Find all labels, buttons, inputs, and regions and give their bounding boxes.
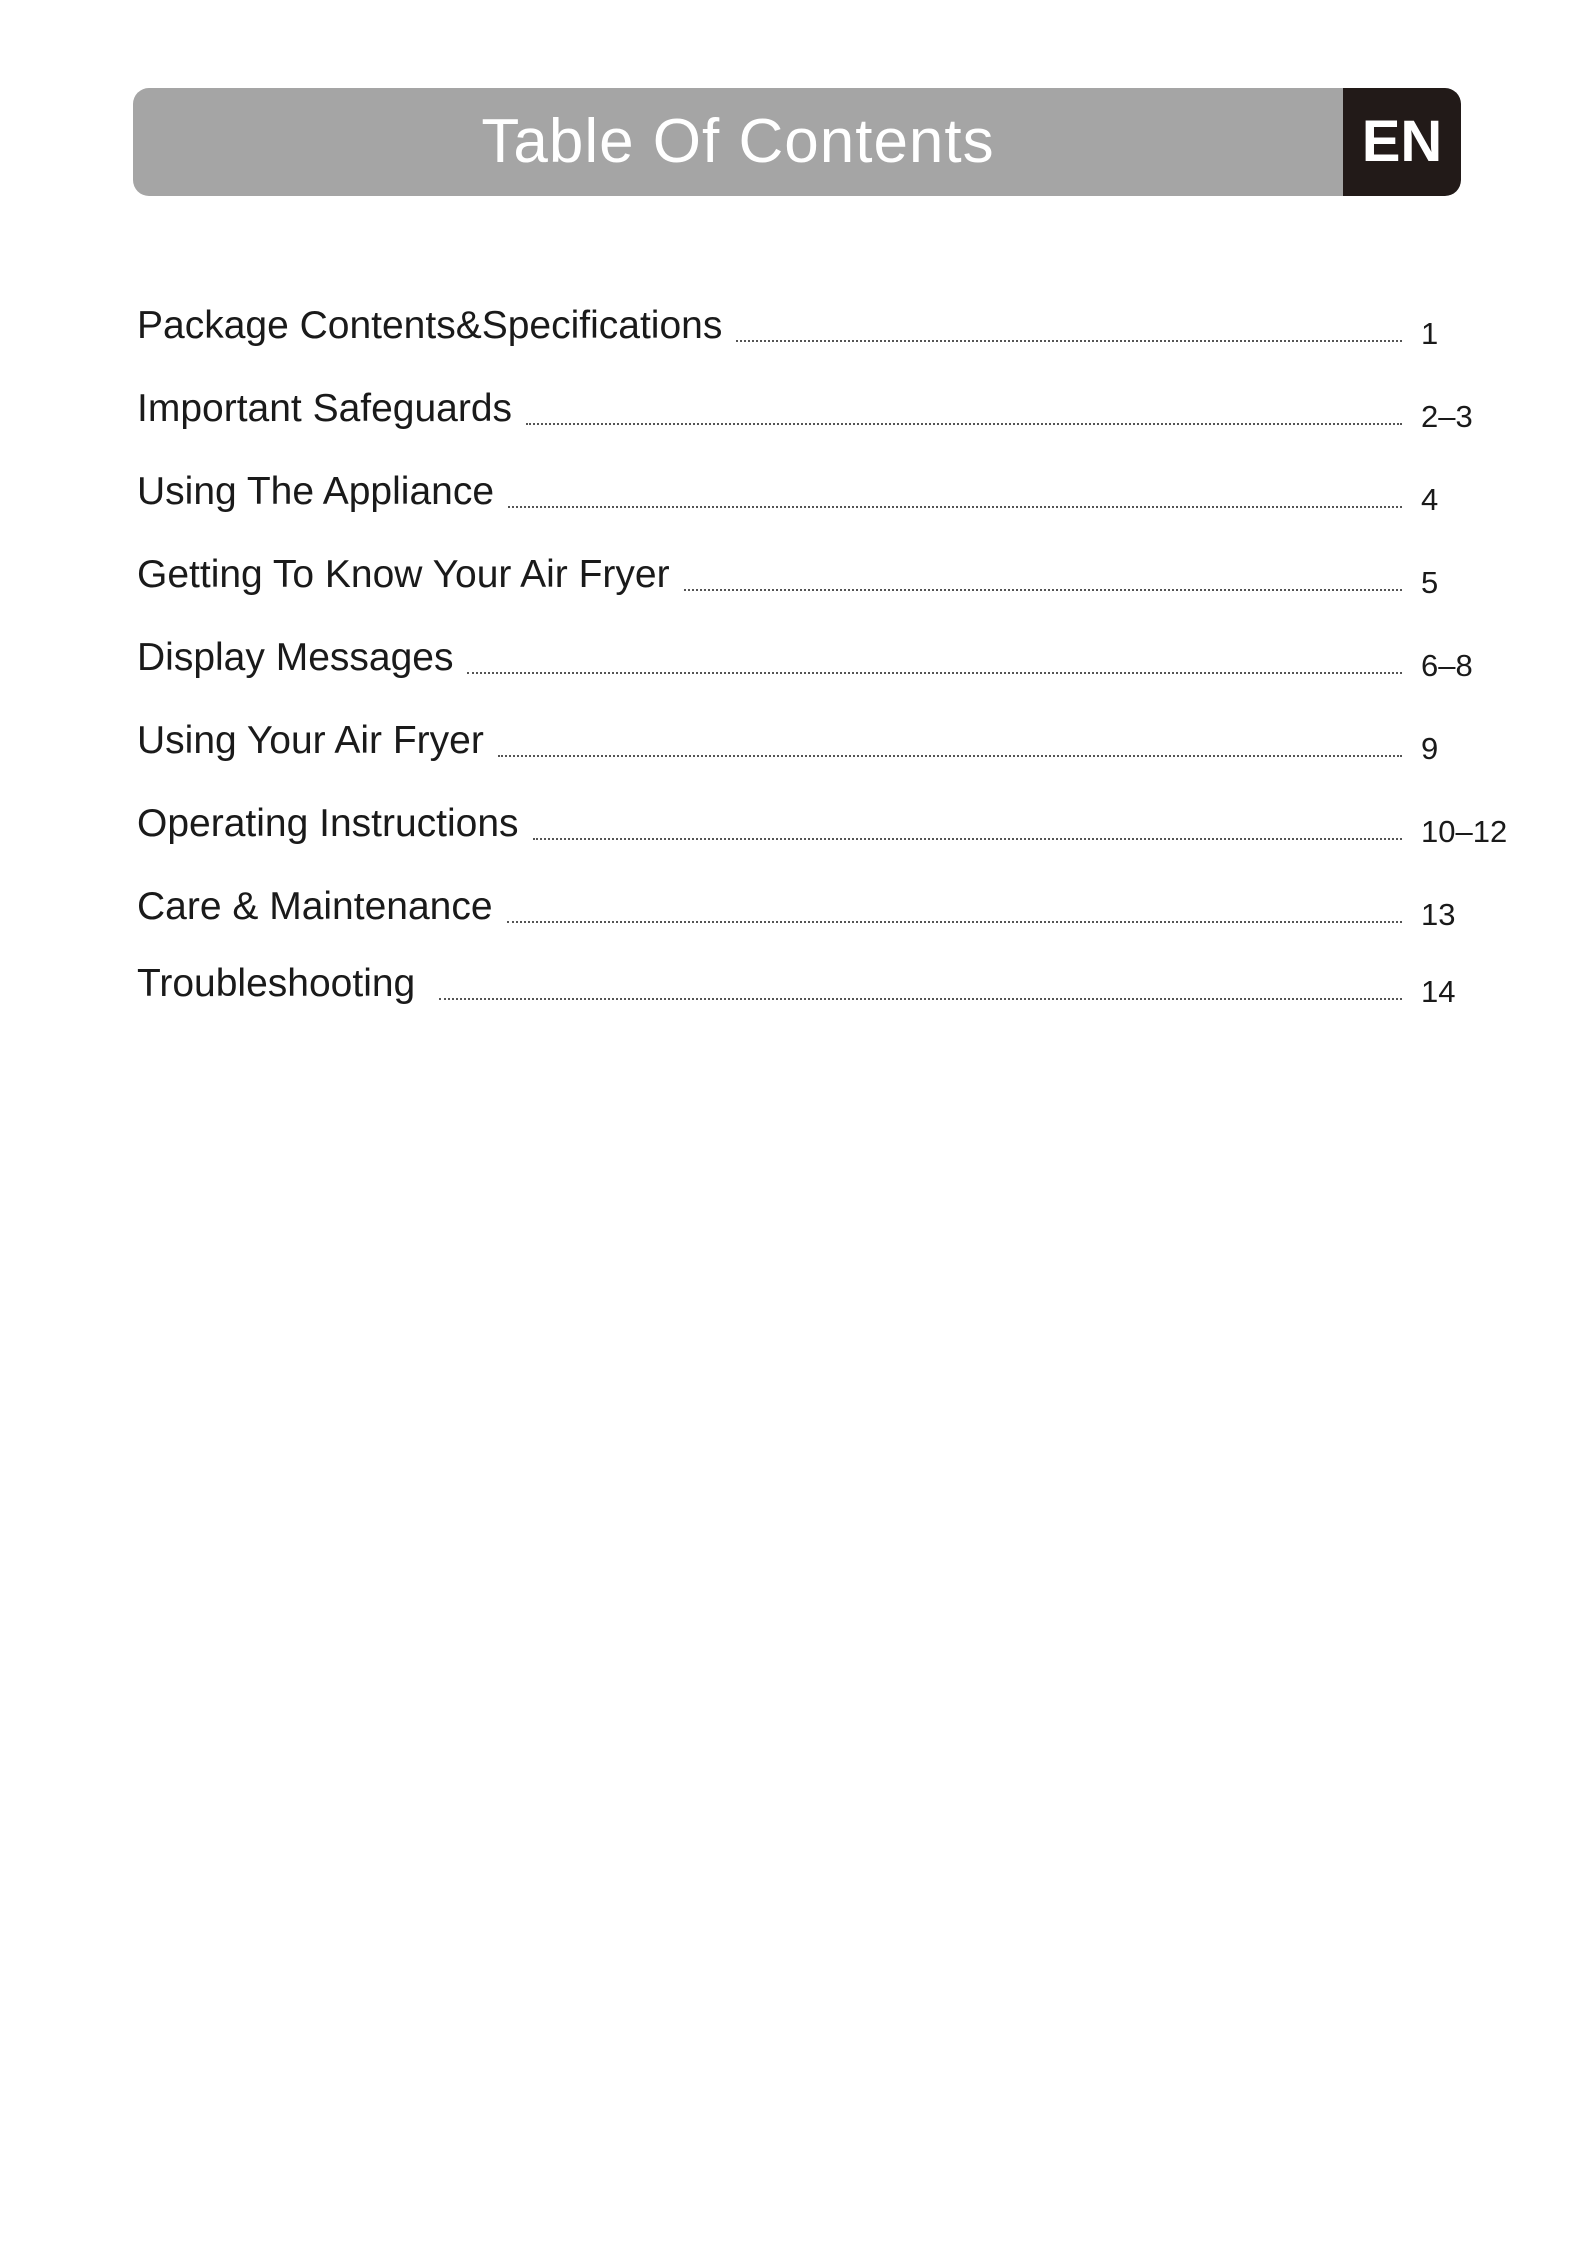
toc-item-page: 13 [1421,897,1456,932]
toc-item-label: Getting To Know Your Air Fryer [137,553,670,596]
toc-item-important-safeguards[interactable] [137,373,1517,433]
toc-item-troubleshooting[interactable] [137,948,1517,1008]
toc-item-care-maintenance[interactable] [137,871,1517,931]
toc-item-label: Troubleshooting [137,962,416,1005]
toc-dot-leader [526,423,1402,425]
toc-item-label: Package Contents&Specifications [137,304,723,347]
toc-item-label: Operating Instructions [137,802,519,845]
toc-dot-leader [498,755,1402,757]
toc-item-using-the-appliance[interactable] [137,456,1517,516]
toc-item-page: 1 [1421,316,1439,351]
toc-dot-leader [439,998,1402,1000]
toc-dot-leader [508,506,1402,508]
toc-item-label: Display Messages [137,636,454,679]
toc-dot-leader [533,838,1402,840]
toc-item-page: 14 [1421,974,1456,1009]
toc-item-page: 5 [1421,565,1439,600]
toc-dot-leader [736,340,1402,342]
toc-item-getting-to-know[interactable] [137,539,1517,599]
toc-dot-leader [684,589,1402,591]
toc-item-page: 2–3 [1421,399,1473,434]
toc-item-page: 10–12 [1421,814,1508,849]
toc-item-operating-instructions[interactable] [137,788,1517,848]
page-title: Table Of Contents [481,107,995,176]
toc-item-display-messages[interactable] [137,622,1517,682]
toc-dot-leader [467,672,1402,674]
toc-header-bar [133,88,1461,196]
toc-dot-leader [507,921,1402,923]
toc-item-label: Care & Maintenance [137,885,493,928]
toc-item-page: 6–8 [1421,648,1473,683]
toc-item-label: Important Safeguards [137,387,513,430]
toc-item-using-your-air-fryer[interactable] [137,705,1517,765]
toc-item-page: 4 [1421,482,1439,517]
toc-item-page: 9 [1421,731,1439,766]
toc-item-label: Using The Appliance [137,470,495,513]
toc-item-package-contents[interactable] [137,290,1517,350]
toc-item-label: Using Your Air Fryer [137,719,484,762]
language-badge: EN [1343,88,1461,196]
